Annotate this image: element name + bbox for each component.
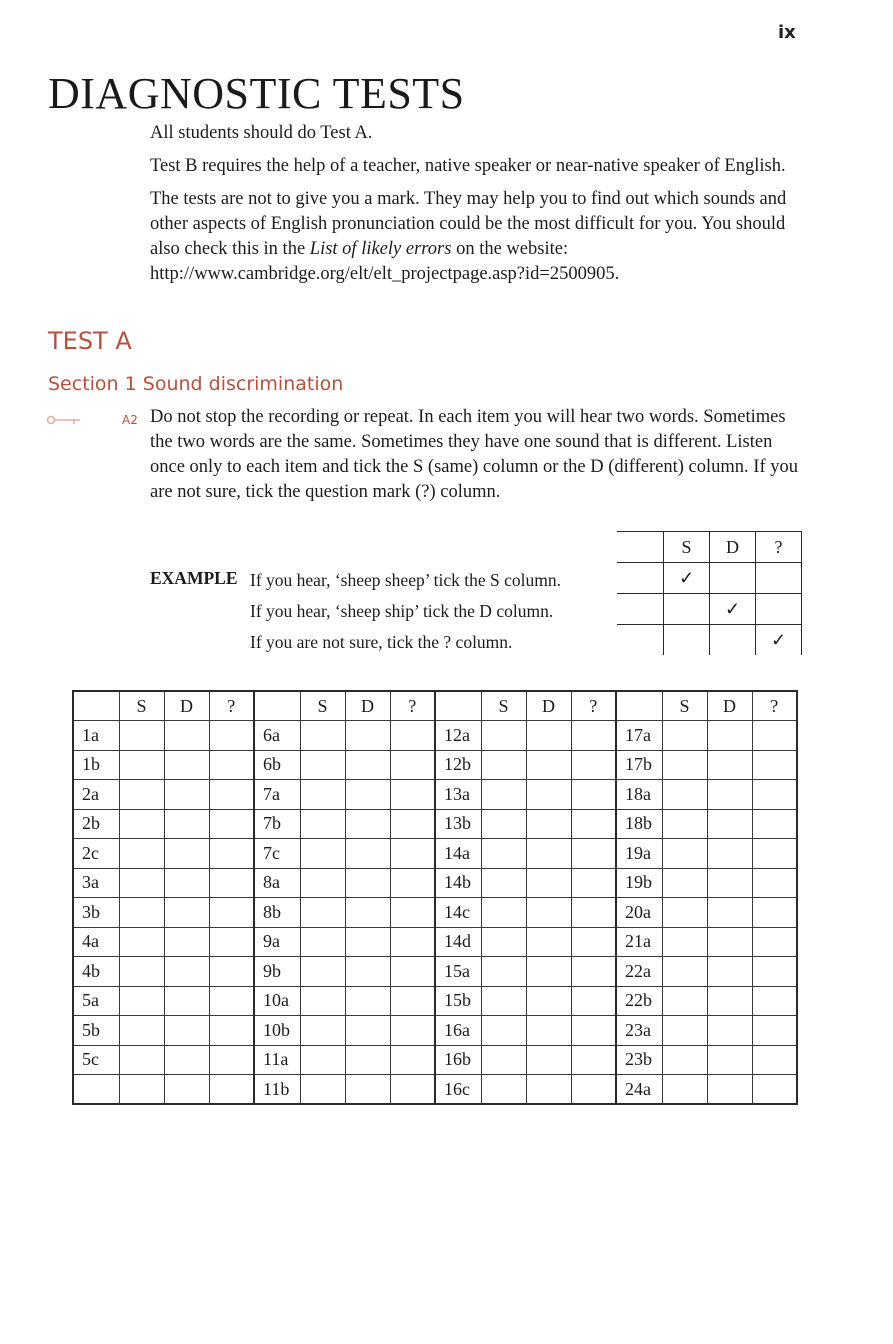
answer-cell[interactable]	[662, 1045, 707, 1075]
answer-cell[interactable]	[345, 957, 390, 987]
example-header-d: D	[710, 532, 756, 563]
item-label: 8b	[254, 898, 300, 928]
answer-cell[interactable]	[119, 927, 164, 957]
answer-cell[interactable]	[481, 809, 526, 839]
example-blank-cell	[617, 594, 664, 625]
item-label: 10b	[254, 1016, 300, 1046]
grid-header-q: ?	[571, 691, 616, 721]
intro-paragraph-2: Test B requires the help of a teacher, native speaker or near-native speaker of English.	[150, 156, 786, 176]
example-label: EXAMPLE	[150, 568, 238, 588]
answer-cell[interactable]	[209, 750, 254, 780]
table-row	[73, 1045, 797, 1075]
answer-cell[interactable]	[481, 1045, 526, 1075]
table-row	[73, 839, 797, 869]
test-heading: TEST A	[48, 327, 132, 355]
item-label: 6a	[254, 721, 300, 751]
answer-cell[interactable]	[571, 721, 616, 751]
answer-cell[interactable]	[481, 898, 526, 928]
answer-cell[interactable]	[752, 957, 797, 987]
answer-cell[interactable]	[209, 868, 254, 898]
answer-cell[interactable]	[707, 780, 752, 810]
answer-cell[interactable]	[164, 986, 209, 1016]
answer-cell[interactable]	[752, 1075, 797, 1105]
table-row	[73, 721, 797, 751]
answer-cell[interactable]	[707, 957, 752, 987]
answer-cell[interactable]	[571, 750, 616, 780]
answer-cell[interactable]	[752, 1045, 797, 1075]
answer-cell[interactable]	[300, 780, 345, 810]
answer-cell[interactable]	[345, 1075, 390, 1105]
example-line: If you hear, ‘sheep sheep’ tick the S column.	[250, 570, 561, 590]
grid-header-s: S	[481, 691, 526, 721]
answer-cell[interactable]	[526, 721, 571, 751]
answer-cell[interactable]	[300, 1016, 345, 1046]
table-row	[73, 780, 797, 810]
item-label: 17b	[616, 750, 662, 780]
answer-cell[interactable]	[209, 1075, 254, 1105]
answer-cell[interactable]	[481, 780, 526, 810]
answer-cell[interactable]	[662, 898, 707, 928]
item-label: 19a	[616, 839, 662, 869]
item-label: 7c	[254, 839, 300, 869]
item-label: 6b	[254, 750, 300, 780]
answer-cell[interactable]	[164, 868, 209, 898]
answer-cell[interactable]	[119, 780, 164, 810]
answer-cell[interactable]	[390, 721, 435, 751]
item-label: 15b	[435, 986, 481, 1016]
answer-cell[interactable]	[571, 986, 616, 1016]
item-label: 18a	[616, 780, 662, 810]
item-label: 3b	[73, 898, 119, 928]
answer-cell[interactable]	[481, 1016, 526, 1046]
answer-cell[interactable]	[662, 957, 707, 987]
answer-cell[interactable]	[707, 721, 752, 751]
answer-cell[interactable]	[164, 957, 209, 987]
example-cell	[756, 563, 802, 594]
example-lines	[250, 568, 561, 661]
intro-paragraph-3	[150, 187, 810, 287]
answer-cell[interactable]	[300, 750, 345, 780]
answer-cell[interactable]	[481, 1075, 526, 1105]
answer-cell[interactable]	[707, 750, 752, 780]
answer-cell[interactable]	[526, 927, 571, 957]
answer-cell[interactable]	[390, 1016, 435, 1046]
item-label: 1b	[73, 750, 119, 780]
example-header-q: ?	[756, 532, 802, 563]
answer-cell[interactable]	[119, 868, 164, 898]
answer-cell[interactable]	[571, 839, 616, 869]
answer-cell[interactable]	[345, 986, 390, 1016]
key-icon	[46, 413, 82, 427]
answer-cell[interactable]	[390, 809, 435, 839]
grid-header-d: D	[707, 691, 752, 721]
check-mark-icon: ✓	[664, 563, 710, 594]
answer-cell[interactable]	[345, 898, 390, 928]
answer-cell[interactable]	[164, 809, 209, 839]
grid-header-d: D	[345, 691, 390, 721]
table-row	[73, 927, 797, 957]
item-label: 14c	[435, 898, 481, 928]
answer-cell[interactable]	[662, 1075, 707, 1105]
grid-header-blank	[254, 691, 300, 721]
item-label: 13b	[435, 809, 481, 839]
item-label: 24a	[616, 1075, 662, 1105]
item-label: 18b	[616, 809, 662, 839]
answer-cell[interactable]	[300, 1045, 345, 1075]
answer-cell[interactable]	[571, 957, 616, 987]
answer-cell[interactable]	[164, 1016, 209, 1046]
answer-cell[interactable]	[481, 986, 526, 1016]
item-label: 16b	[435, 1045, 481, 1075]
answer-cell[interactable]	[390, 750, 435, 780]
grid-header-s: S	[119, 691, 164, 721]
item-label: 3a	[73, 868, 119, 898]
grid-header-blank	[435, 691, 481, 721]
answer-cell[interactable]	[526, 1016, 571, 1046]
item-label: 1a	[73, 721, 119, 751]
answer-cell[interactable]	[209, 780, 254, 810]
grid-header-s: S	[300, 691, 345, 721]
answer-cell[interactable]	[164, 898, 209, 928]
answer-cell[interactable]	[300, 868, 345, 898]
answer-cell[interactable]	[390, 839, 435, 869]
table-row	[73, 1016, 797, 1046]
grid-header-d: D	[164, 691, 209, 721]
intro-paragraph-1: All students should do Test A.	[150, 123, 373, 143]
answer-cell[interactable]	[300, 898, 345, 928]
answer-cell[interactable]	[752, 721, 797, 751]
answer-cell[interactable]	[390, 957, 435, 987]
item-label: 20a	[616, 898, 662, 928]
answer-cell[interactable]	[345, 868, 390, 898]
answer-cell[interactable]	[209, 1016, 254, 1046]
answer-cell[interactable]	[164, 721, 209, 751]
item-label: 19b	[616, 868, 662, 898]
answer-cell[interactable]	[481, 721, 526, 751]
answer-cell[interactable]	[752, 986, 797, 1016]
answer-cell[interactable]	[345, 839, 390, 869]
item-label	[73, 1075, 119, 1105]
answer-cell[interactable]	[526, 750, 571, 780]
item-label: 12a	[435, 721, 481, 751]
answer-cell[interactable]	[481, 868, 526, 898]
example-header-s: S	[664, 532, 710, 563]
answer-cell[interactable]	[164, 750, 209, 780]
answer-cell[interactable]	[662, 721, 707, 751]
answer-cell[interactable]	[662, 927, 707, 957]
answer-cell[interactable]	[662, 986, 707, 1016]
section-heading: Section 1 Sound discrimination	[48, 373, 344, 395]
grid-header-q: ?	[209, 691, 254, 721]
answer-cell[interactable]	[662, 1016, 707, 1046]
answer-cell[interactable]	[300, 839, 345, 869]
answer-cell[interactable]	[571, 809, 616, 839]
answer-cell[interactable]	[119, 1045, 164, 1075]
answer-cell[interactable]	[571, 780, 616, 810]
answer-cell[interactable]	[119, 1016, 164, 1046]
answer-cell[interactable]	[390, 986, 435, 1016]
answer-cell[interactable]	[526, 1075, 571, 1105]
answer-cell[interactable]	[390, 898, 435, 928]
answer-cell[interactable]	[752, 839, 797, 869]
example-line: If you hear, ‘sheep ship’ tick the D column.	[250, 601, 554, 621]
answer-cell[interactable]	[526, 868, 571, 898]
grid-header-row	[73, 691, 797, 721]
answer-cell[interactable]	[209, 898, 254, 928]
answer-grid	[72, 690, 798, 1105]
item-label: 4a	[73, 927, 119, 957]
answer-cell[interactable]	[752, 1016, 797, 1046]
item-label: 10a	[254, 986, 300, 1016]
answer-cell[interactable]	[345, 1045, 390, 1075]
example-cell	[710, 625, 756, 656]
answer-cell[interactable]	[752, 809, 797, 839]
item-label: 12b	[435, 750, 481, 780]
item-label: 7a	[254, 780, 300, 810]
answer-cell[interactable]	[526, 839, 571, 869]
answer-cell[interactable]	[119, 721, 164, 751]
answer-cell[interactable]	[390, 780, 435, 810]
answer-cell[interactable]	[752, 868, 797, 898]
grid-header-s: S	[662, 691, 707, 721]
item-label: 14d	[435, 927, 481, 957]
answer-cell[interactable]	[164, 1075, 209, 1105]
answer-cell[interactable]	[707, 927, 752, 957]
answer-cell[interactable]	[209, 721, 254, 751]
answer-cell[interactable]	[390, 868, 435, 898]
answer-cell[interactable]	[300, 986, 345, 1016]
table-row	[73, 957, 797, 987]
grid-header-q: ?	[752, 691, 797, 721]
answer-cell[interactable]	[300, 721, 345, 751]
table-row	[73, 750, 797, 780]
grid-header-blank	[73, 691, 119, 721]
answer-cell[interactable]	[300, 957, 345, 987]
item-label: 2b	[73, 809, 119, 839]
answer-cell[interactable]	[481, 927, 526, 957]
item-label: 11a	[254, 1045, 300, 1075]
answer-cell[interactable]	[752, 750, 797, 780]
table-row	[73, 1075, 797, 1105]
answer-cell[interactable]	[662, 809, 707, 839]
answer-cell[interactable]	[119, 750, 164, 780]
answer-cell[interactable]	[300, 809, 345, 839]
answer-cell[interactable]	[119, 839, 164, 869]
answer-cell[interactable]	[752, 927, 797, 957]
item-label: 5a	[73, 986, 119, 1016]
answer-cell[interactable]	[345, 809, 390, 839]
answer-cell[interactable]	[164, 839, 209, 869]
answer-cell[interactable]	[707, 898, 752, 928]
answer-cell[interactable]	[662, 750, 707, 780]
answer-cell[interactable]	[119, 809, 164, 839]
table-row	[73, 868, 797, 898]
answer-cell[interactable]	[209, 809, 254, 839]
item-label: 7b	[254, 809, 300, 839]
answer-cell[interactable]	[526, 809, 571, 839]
answer-cell[interactable]	[707, 868, 752, 898]
answer-cell[interactable]	[481, 839, 526, 869]
answer-cell[interactable]	[526, 1045, 571, 1075]
answer-cell[interactable]	[300, 927, 345, 957]
item-label: 2a	[73, 780, 119, 810]
example-line: If you are not sure, tick the ? column.	[250, 632, 513, 652]
item-label: 13a	[435, 780, 481, 810]
item-label: 22b	[616, 986, 662, 1016]
table-row	[73, 986, 797, 1016]
example-table	[617, 531, 802, 655]
answer-cell[interactable]	[707, 1045, 752, 1075]
item-label: 16a	[435, 1016, 481, 1046]
item-label: 14a	[435, 839, 481, 869]
item-label: 23b	[616, 1045, 662, 1075]
page-title: DIAGNOSTIC TESTS	[48, 69, 465, 118]
item-label: 11b	[254, 1075, 300, 1105]
answer-cell[interactable]	[164, 927, 209, 957]
answer-cell[interactable]	[571, 898, 616, 928]
item-label: 9a	[254, 927, 300, 957]
answer-cell[interactable]	[571, 1016, 616, 1046]
example-cell	[664, 625, 710, 656]
example-cell	[710, 563, 756, 594]
answer-cell[interactable]	[481, 750, 526, 780]
answer-cell[interactable]	[345, 780, 390, 810]
audio-track-label: A2	[122, 413, 138, 427]
answer-cell[interactable]	[345, 1016, 390, 1046]
answer-cell[interactable]	[571, 927, 616, 957]
grid-header-blank	[616, 691, 662, 721]
item-label: 17a	[616, 721, 662, 751]
answer-cell[interactable]	[707, 809, 752, 839]
item-label: 22a	[616, 957, 662, 987]
item-label: 23a	[616, 1016, 662, 1046]
answer-cell[interactable]	[526, 780, 571, 810]
answer-cell[interactable]	[707, 1016, 752, 1046]
answer-cell[interactable]	[390, 1045, 435, 1075]
answer-cell[interactable]	[526, 957, 571, 987]
answer-cell[interactable]	[209, 957, 254, 987]
answer-cell[interactable]	[571, 1045, 616, 1075]
item-label: 8a	[254, 868, 300, 898]
instructions-text: Do not stop the recording or repeat. In each item you will hear two words. Sometimes the two words are the same. Sometimes they have one sound that is different. Listen once only to each item and tick the S (same) column or the D (different) column. If you are not sure, tick the question mark (?) column.	[150, 407, 798, 502]
answer-cell[interactable]	[164, 780, 209, 810]
answer-cell[interactable]	[390, 927, 435, 957]
item-label: 9b	[254, 957, 300, 987]
answer-cell[interactable]	[752, 898, 797, 928]
item-label: 5c	[73, 1045, 119, 1075]
answer-cell[interactable]	[571, 1075, 616, 1105]
item-label: 4b	[73, 957, 119, 987]
answer-cell[interactable]	[707, 839, 752, 869]
example-blank-cell	[617, 625, 664, 656]
answer-cell[interactable]	[526, 898, 571, 928]
answer-cell[interactable]	[119, 898, 164, 928]
answer-cell[interactable]	[209, 927, 254, 957]
item-label: 16c	[435, 1075, 481, 1105]
item-label: 21a	[616, 927, 662, 957]
item-label: 14b	[435, 868, 481, 898]
grid-header-d: D	[526, 691, 571, 721]
answer-cell[interactable]	[119, 957, 164, 987]
example-blank-cell	[617, 532, 664, 563]
example-cell	[664, 594, 710, 625]
answer-cell[interactable]	[209, 986, 254, 1016]
answer-cell[interactable]	[209, 839, 254, 869]
likely-errors-reference: List of likely errors	[309, 239, 452, 259]
answer-cell[interactable]	[119, 1075, 164, 1105]
table-row	[73, 898, 797, 928]
answer-cell[interactable]	[164, 1045, 209, 1075]
answer-cell[interactable]	[345, 927, 390, 957]
answer-cell[interactable]	[707, 1075, 752, 1105]
item-label: 5b	[73, 1016, 119, 1046]
answer-cell[interactable]	[662, 839, 707, 869]
answer-cell[interactable]	[707, 986, 752, 1016]
answer-cell[interactable]	[752, 780, 797, 810]
page-number: ix	[778, 22, 796, 43]
answer-cell[interactable]	[662, 868, 707, 898]
grid-header-q: ?	[390, 691, 435, 721]
answer-cell[interactable]	[119, 986, 164, 1016]
example-cell	[756, 594, 802, 625]
answer-cell[interactable]	[345, 750, 390, 780]
answer-cell[interactable]	[526, 986, 571, 1016]
answer-cell[interactable]	[481, 957, 526, 987]
answer-cell[interactable]	[300, 1075, 345, 1105]
answer-cell[interactable]	[571, 868, 616, 898]
intro-p3-start: The tests are not to give you a mark. They may help you to find out which sounds and other aspects of English pronunciation could be the most difficult for you. You should also check this in the	[150, 189, 787, 259]
answer-cell[interactable]	[390, 1075, 435, 1105]
check-mark-icon: ✓	[756, 625, 802, 656]
check-mark-icon: ✓	[710, 594, 756, 625]
item-label: 15a	[435, 957, 481, 987]
intro-p3-end: on the website: http://www.cambridge.org/elt/elt_projectpage.asp?id=2500905.	[150, 239, 620, 284]
intro-text	[150, 121, 810, 295]
example-blank-cell	[617, 563, 664, 594]
answer-cell[interactable]	[209, 1045, 254, 1075]
answer-cell[interactable]	[662, 780, 707, 810]
answer-cell[interactable]	[345, 721, 390, 751]
item-label: 2c	[73, 839, 119, 869]
table-row	[73, 809, 797, 839]
